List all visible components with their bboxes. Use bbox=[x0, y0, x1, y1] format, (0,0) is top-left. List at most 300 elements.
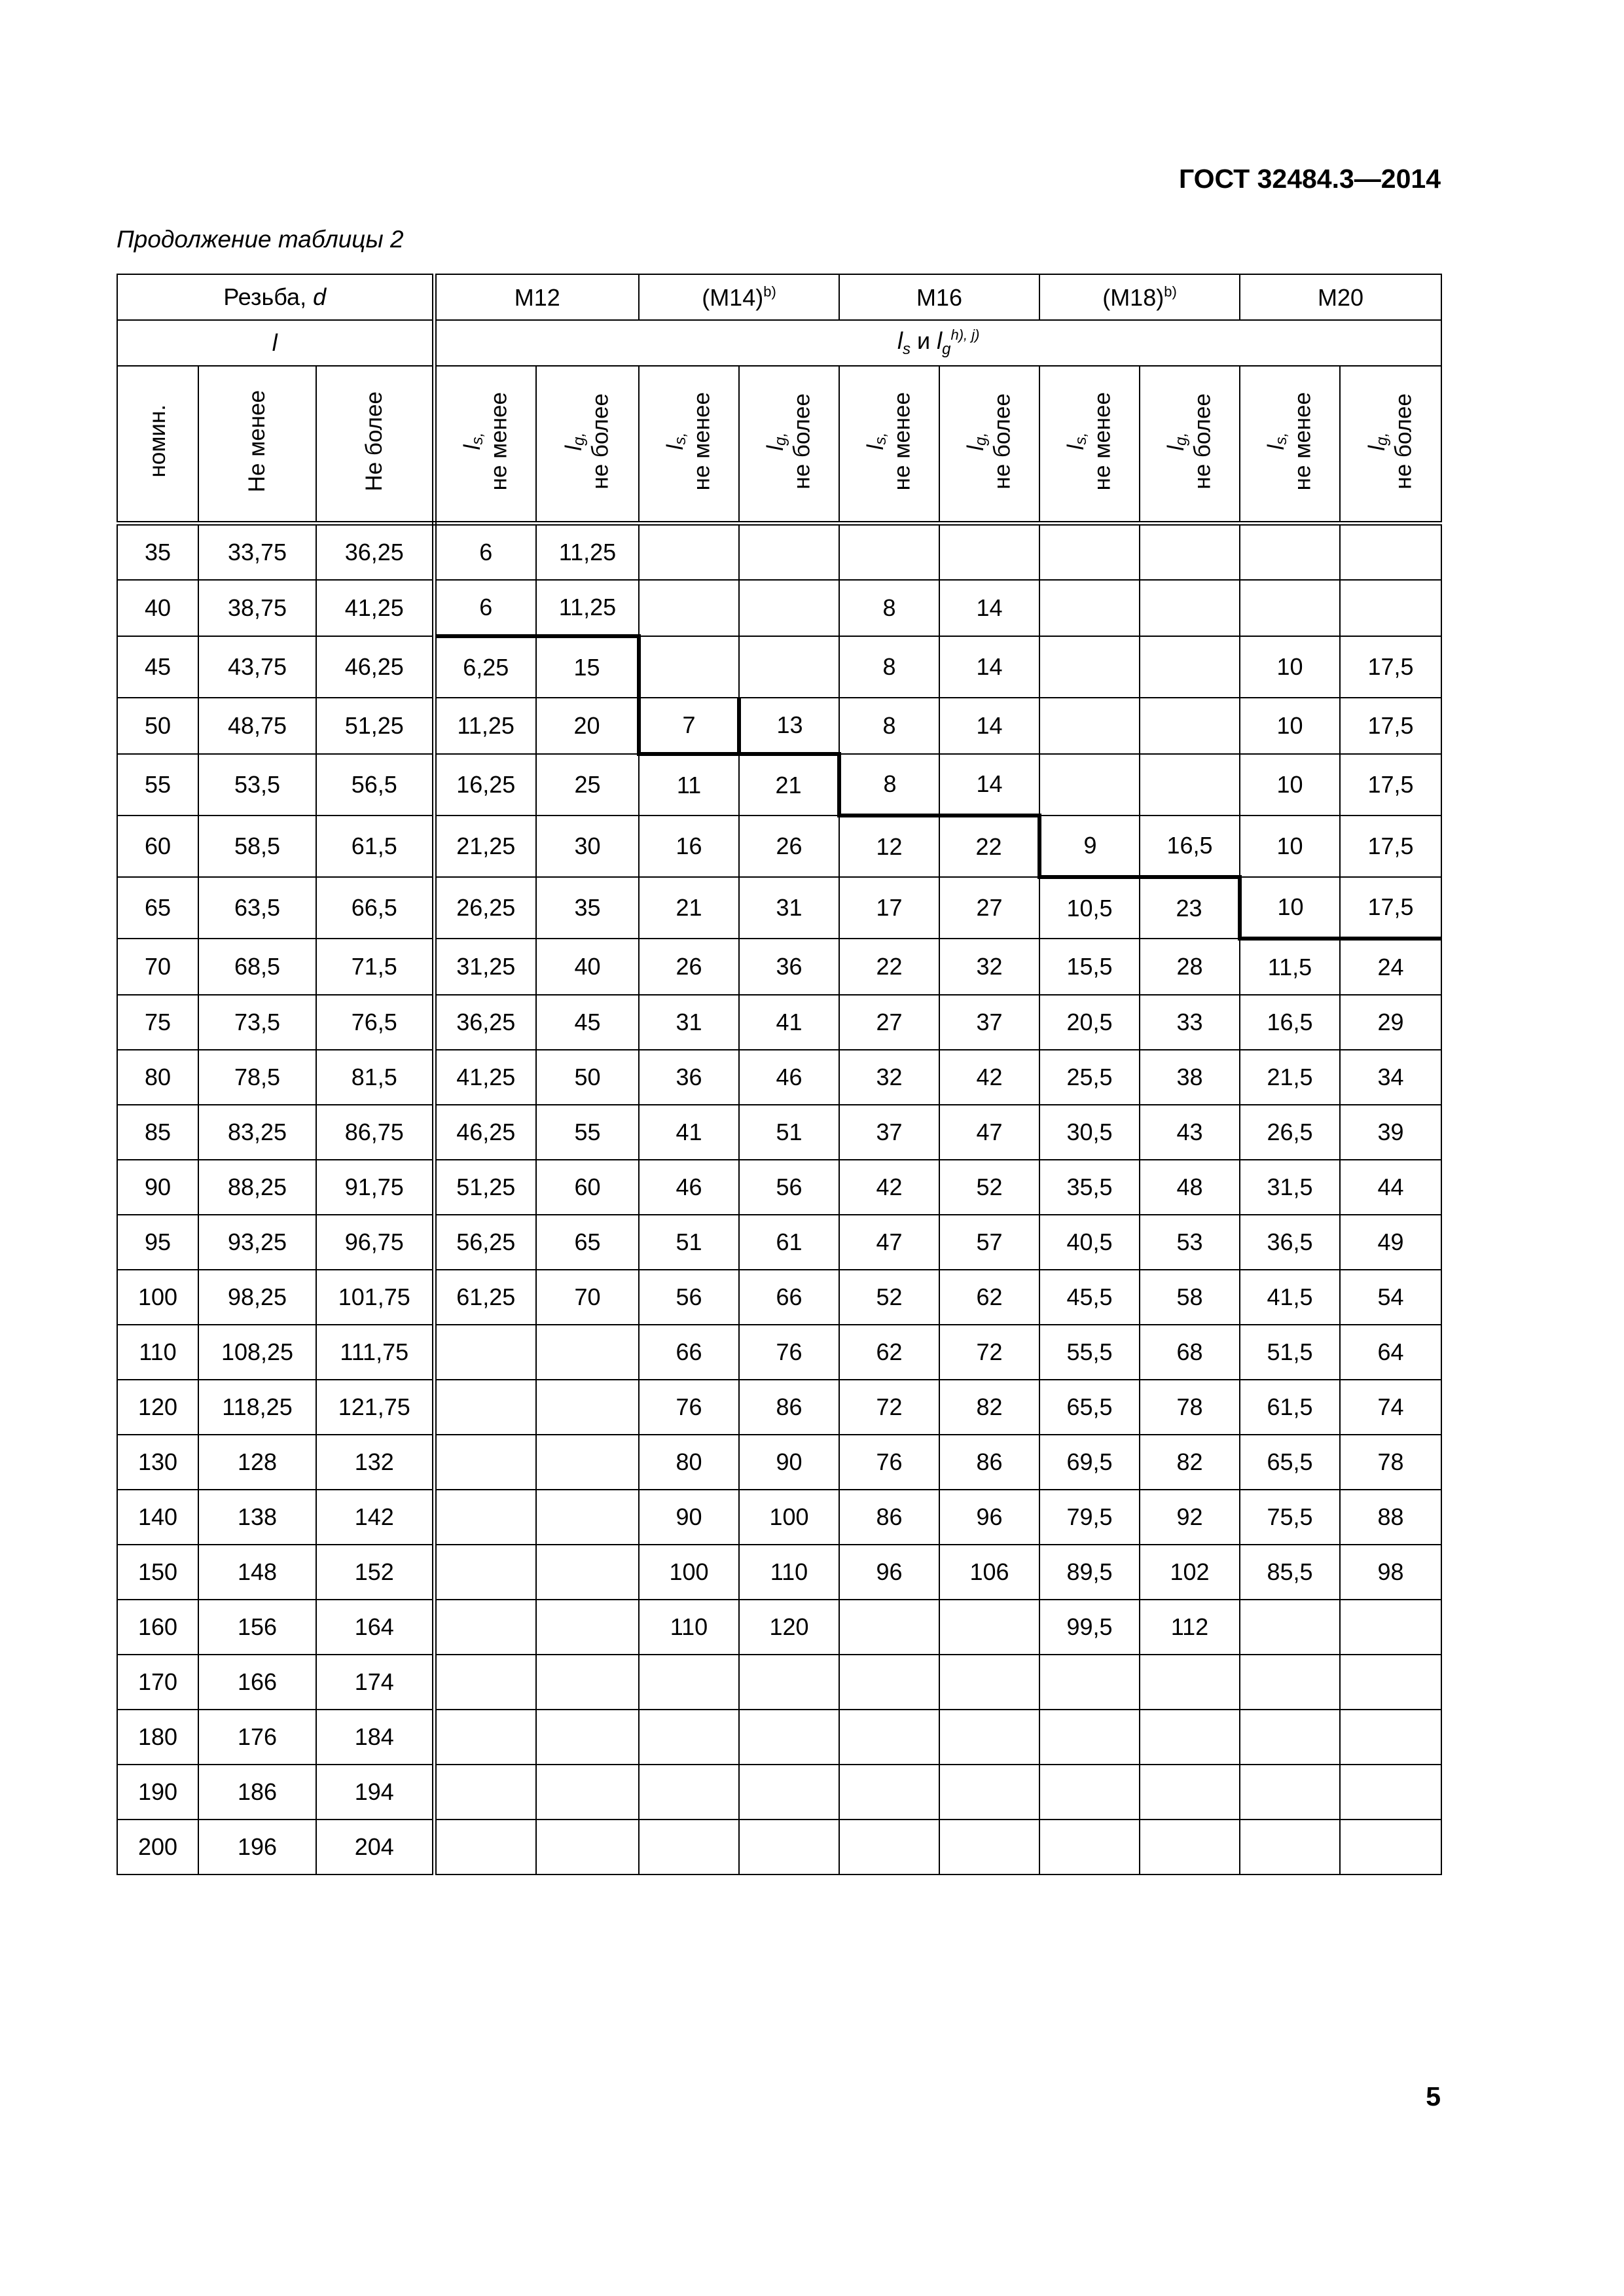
table-cell: 156 bbox=[198, 1600, 316, 1655]
col-header-max: Не более bbox=[316, 366, 434, 524]
table-cell: 79,5 bbox=[1039, 1490, 1140, 1545]
table-row bbox=[117, 995, 1441, 1050]
table-cell: 68 bbox=[1140, 1325, 1240, 1380]
table-cell: 196 bbox=[198, 1820, 316, 1874]
table-row bbox=[117, 1215, 1441, 1270]
table-cell: 152 bbox=[316, 1545, 434, 1600]
table-cell: 6 bbox=[434, 524, 536, 581]
table-cell: 62 bbox=[839, 1325, 939, 1380]
table-cell: 30 bbox=[536, 816, 639, 877]
table-cell: 8 bbox=[839, 698, 939, 754]
table-cell: 51,25 bbox=[316, 698, 434, 754]
table-cell bbox=[536, 1490, 639, 1545]
table-cell: 17,5 bbox=[1340, 816, 1441, 877]
table-cell: 76 bbox=[739, 1325, 839, 1380]
table-cell: 31 bbox=[739, 877, 839, 939]
table-cell: 26 bbox=[639, 939, 739, 995]
table-cell: 90 bbox=[117, 1160, 198, 1215]
table-cell: 100 bbox=[117, 1270, 198, 1325]
table-cell: 11 bbox=[639, 754, 739, 816]
table-cell bbox=[1240, 1655, 1340, 1710]
table-cell bbox=[536, 1325, 639, 1380]
table-cell: 71,5 bbox=[316, 939, 434, 995]
table-cell: 21 bbox=[739, 754, 839, 816]
table-cell: 96 bbox=[939, 1490, 1039, 1545]
table-cell: 7 bbox=[639, 698, 739, 754]
table-cell: 55,5 bbox=[1039, 1325, 1140, 1380]
table-cell: 65 bbox=[536, 1215, 639, 1270]
table-cell: 61 bbox=[739, 1215, 839, 1270]
table-cell bbox=[536, 1545, 639, 1600]
table-cell: 31,25 bbox=[434, 939, 536, 995]
table-cell: 69,5 bbox=[1039, 1435, 1140, 1490]
table-cell: 190 bbox=[117, 1765, 198, 1820]
table-cell: 10 bbox=[1240, 754, 1340, 816]
table-cell bbox=[939, 1655, 1039, 1710]
table-cell: 51,5 bbox=[1240, 1325, 1340, 1380]
table-cell: 75,5 bbox=[1240, 1490, 1340, 1545]
table-cell: 34 bbox=[1340, 1050, 1441, 1105]
table-cell: 41 bbox=[639, 1105, 739, 1160]
table-cell: 160 bbox=[117, 1600, 198, 1655]
table-cell bbox=[639, 524, 739, 581]
table-row bbox=[117, 698, 1441, 754]
table-row bbox=[117, 1270, 1441, 1325]
table-cell bbox=[536, 1600, 639, 1655]
table-cell bbox=[1039, 1765, 1140, 1820]
table-cell: 31 bbox=[639, 995, 739, 1050]
table-cell: 14 bbox=[939, 636, 1039, 698]
table-cell bbox=[1140, 698, 1240, 754]
table-cell: 44 bbox=[1340, 1160, 1441, 1215]
table-cell: 37 bbox=[939, 995, 1039, 1050]
table-cell: 36 bbox=[639, 1050, 739, 1105]
table-cell: 11,25 bbox=[434, 698, 536, 754]
table-cell: 56 bbox=[639, 1270, 739, 1325]
table-cell: 95 bbox=[117, 1215, 198, 1270]
table-cell bbox=[939, 1600, 1039, 1655]
table-cell: 61,25 bbox=[434, 1270, 536, 1325]
table-cell: 99,5 bbox=[1039, 1600, 1140, 1655]
table-cell: 17,5 bbox=[1340, 698, 1441, 754]
table-row bbox=[117, 1435, 1441, 1490]
table-cell: 15,5 bbox=[1039, 939, 1140, 995]
table-cell: 16 bbox=[639, 816, 739, 877]
table-cell: 86 bbox=[939, 1435, 1039, 1490]
document-code: ГОСТ 32484.3—2014 bbox=[1178, 164, 1441, 194]
table-cell: 51 bbox=[639, 1215, 739, 1270]
table-cell: 96,75 bbox=[316, 1215, 434, 1270]
table-cell: 46 bbox=[739, 1050, 839, 1105]
table-cell bbox=[1340, 580, 1441, 636]
table-cell: 92 bbox=[1140, 1490, 1240, 1545]
table-cell: 15 bbox=[536, 636, 639, 698]
table-cell: 33 bbox=[1140, 995, 1240, 1050]
col-header-ls-4: $l_{s,}$ не менее bbox=[1240, 366, 1340, 524]
table-cell: 53,5 bbox=[198, 754, 316, 816]
table-cell: 26,25 bbox=[434, 877, 536, 939]
table-row bbox=[117, 1380, 1441, 1435]
table-cell: 52 bbox=[939, 1160, 1039, 1215]
table-cell: 186 bbox=[198, 1765, 316, 1820]
table-cell: 132 bbox=[316, 1435, 434, 1490]
table-cell: 45 bbox=[117, 636, 198, 698]
table-cell bbox=[1340, 524, 1441, 581]
table-cell: 120 bbox=[117, 1380, 198, 1435]
table-cell: 41,25 bbox=[316, 580, 434, 636]
table-cell: 85,5 bbox=[1240, 1545, 1340, 1600]
table-cell: 73,5 bbox=[198, 995, 316, 1050]
table-cell: 29 bbox=[1340, 995, 1441, 1050]
table-cell: 36,25 bbox=[316, 524, 434, 581]
table-cell: 49 bbox=[1340, 1215, 1441, 1270]
table-cell: 48,75 bbox=[198, 698, 316, 754]
table-cell bbox=[939, 524, 1039, 581]
table-cell: 82 bbox=[939, 1380, 1039, 1435]
table-cell: 180 bbox=[117, 1710, 198, 1765]
table-cell bbox=[1039, 524, 1140, 581]
table-cell: 70 bbox=[117, 939, 198, 995]
length-header-cell: l bbox=[117, 320, 434, 366]
table-cell: 150 bbox=[117, 1545, 198, 1600]
table-cell: 96 bbox=[839, 1545, 939, 1600]
table-cell bbox=[839, 1600, 939, 1655]
table-cell: 48 bbox=[1140, 1160, 1240, 1215]
table-cell: 53 bbox=[1140, 1215, 1240, 1270]
table-cell bbox=[739, 1710, 839, 1765]
size-header-m20: M20 bbox=[1240, 274, 1441, 320]
table-cell: 16,5 bbox=[1140, 816, 1240, 877]
table-cell: 61,5 bbox=[1240, 1380, 1340, 1435]
table-cell: 68,5 bbox=[198, 939, 316, 995]
table-cell: 80 bbox=[639, 1435, 739, 1490]
table-cell: 82 bbox=[1140, 1435, 1240, 1490]
table-cell bbox=[639, 1655, 739, 1710]
col-header-min: Не менее bbox=[198, 366, 316, 524]
size-header-m12: M12 bbox=[434, 274, 639, 320]
table-cell: 50 bbox=[117, 698, 198, 754]
size-header-m14: $(M14)^{b)}$ bbox=[639, 274, 839, 320]
table-cell: 16,5 bbox=[1240, 995, 1340, 1050]
table-cell: 83,25 bbox=[198, 1105, 316, 1160]
table-cell bbox=[739, 1765, 839, 1820]
table-cell: 65 bbox=[117, 877, 198, 939]
table-cell bbox=[1340, 1765, 1441, 1820]
table-cell: 66 bbox=[739, 1270, 839, 1325]
col-header-lg-0: $l_{g,}$ не более bbox=[536, 366, 639, 524]
table-cell: 43 bbox=[1140, 1105, 1240, 1160]
table-cell: 164 bbox=[316, 1600, 434, 1655]
table-cell bbox=[739, 580, 839, 636]
table-cell: 21 bbox=[639, 877, 739, 939]
table-cell bbox=[839, 1820, 939, 1874]
table-cell bbox=[1039, 636, 1140, 698]
thread-header-cell: Резьба, d bbox=[117, 274, 434, 320]
table-cell bbox=[536, 1435, 639, 1490]
table-cell bbox=[434, 1490, 536, 1545]
table-cell: 56,5 bbox=[316, 754, 434, 816]
table-cell: 65,5 bbox=[1240, 1435, 1340, 1490]
col-header-lg-2: $l_{g,}$ не более bbox=[939, 366, 1039, 524]
table-cell bbox=[536, 1765, 639, 1820]
table-cell: 76,5 bbox=[316, 995, 434, 1050]
table-row bbox=[117, 754, 1441, 816]
table-cell: 42 bbox=[939, 1050, 1039, 1105]
page-number: 5 bbox=[1426, 2081, 1441, 2111]
table-cell: 38 bbox=[1140, 1050, 1240, 1105]
table-cell: 98 bbox=[1340, 1545, 1441, 1600]
table-cell bbox=[434, 1710, 536, 1765]
table-cell: 36,5 bbox=[1240, 1215, 1340, 1270]
table-row bbox=[117, 1600, 1441, 1655]
table-cell: 12 bbox=[839, 816, 939, 877]
table-cell: 28 bbox=[1140, 939, 1240, 995]
table-cell: 142 bbox=[316, 1490, 434, 1545]
table-cell bbox=[536, 1820, 639, 1874]
table-row bbox=[117, 1325, 1441, 1380]
table-cell: 78,5 bbox=[198, 1050, 316, 1105]
table-cell: 86 bbox=[839, 1490, 939, 1545]
table-cell: 184 bbox=[316, 1710, 434, 1765]
col-header-lg-1: $l_{g,}$ не более bbox=[739, 366, 839, 524]
table-cell: 51,25 bbox=[434, 1160, 536, 1215]
table-cell: 42 bbox=[839, 1160, 939, 1215]
table-cell: 91,75 bbox=[316, 1160, 434, 1215]
table-cell: 8 bbox=[839, 636, 939, 698]
table-cell: 60 bbox=[117, 816, 198, 877]
table-cell: 41 bbox=[739, 995, 839, 1050]
table-cell bbox=[1140, 1820, 1240, 1874]
col-header-lg-4: $l_{g,}$ не более bbox=[1340, 366, 1441, 524]
table-cell bbox=[1140, 754, 1240, 816]
table-cell: 204 bbox=[316, 1820, 434, 1874]
table-cell bbox=[739, 1655, 839, 1710]
table-cell: 21,25 bbox=[434, 816, 536, 877]
table-cell bbox=[1240, 524, 1340, 581]
table-cell: 102 bbox=[1140, 1545, 1240, 1600]
table-cell: 78 bbox=[1140, 1380, 1240, 1435]
table-row bbox=[117, 1105, 1441, 1160]
table-cell: 55 bbox=[536, 1105, 639, 1160]
table-cell: 40 bbox=[117, 580, 198, 636]
table-cell: 66,5 bbox=[316, 877, 434, 939]
table-cell: 27 bbox=[839, 995, 939, 1050]
table-cell: 11,25 bbox=[536, 580, 639, 636]
table-row bbox=[117, 1655, 1441, 1710]
table-cell: 76 bbox=[639, 1380, 739, 1435]
table-cell: 40,5 bbox=[1039, 1215, 1140, 1270]
table-cell: 85 bbox=[117, 1105, 198, 1160]
table-cell bbox=[1340, 1600, 1441, 1655]
table-cell: 17 bbox=[839, 877, 939, 939]
table-cell bbox=[939, 1765, 1039, 1820]
table-cell: 22 bbox=[839, 939, 939, 995]
table-row bbox=[117, 1050, 1441, 1105]
table-cell: 26 bbox=[739, 816, 839, 877]
header-row-columns bbox=[117, 366, 1441, 524]
table-cell: 140 bbox=[117, 1490, 198, 1545]
table-cell: 14 bbox=[939, 698, 1039, 754]
table-cell: 46,25 bbox=[316, 636, 434, 698]
table-cell: 46 bbox=[639, 1160, 739, 1215]
col-header-ls-3: $l_{s,}$ не менее bbox=[1039, 366, 1140, 524]
header-row-lengths bbox=[117, 320, 1441, 366]
table-cell: 23 bbox=[1140, 877, 1240, 939]
table-cell: 36 bbox=[739, 939, 839, 995]
table-cell bbox=[839, 1710, 939, 1765]
table-cell bbox=[434, 1820, 536, 1874]
table-cell bbox=[536, 1380, 639, 1435]
table-cell: 106 bbox=[939, 1545, 1039, 1600]
table-cell bbox=[1240, 1820, 1340, 1874]
table-cell: 60 bbox=[536, 1160, 639, 1215]
table-cell: 176 bbox=[198, 1710, 316, 1765]
table-cell bbox=[434, 1435, 536, 1490]
table-cell: 80 bbox=[117, 1050, 198, 1105]
table-cell bbox=[839, 524, 939, 581]
table-row bbox=[117, 939, 1441, 995]
table-cell: 57 bbox=[939, 1215, 1039, 1270]
table-cell: 25 bbox=[536, 754, 639, 816]
table-cell: 110 bbox=[639, 1600, 739, 1655]
table-cell bbox=[1039, 754, 1140, 816]
table-cell bbox=[939, 1820, 1039, 1874]
thread-length-table bbox=[117, 274, 1442, 1875]
table-cell: 26,5 bbox=[1240, 1105, 1340, 1160]
table-cell: 22 bbox=[939, 816, 1039, 877]
table-row bbox=[117, 1710, 1441, 1765]
table-cell bbox=[639, 1820, 739, 1874]
table-cell: 46,25 bbox=[434, 1105, 536, 1160]
table-cell: 138 bbox=[198, 1490, 316, 1545]
table-cell bbox=[1039, 698, 1140, 754]
table-cell: 72 bbox=[939, 1325, 1039, 1380]
table-cell: 13 bbox=[739, 698, 839, 754]
table-row bbox=[117, 877, 1441, 939]
table-cell: 25,5 bbox=[1039, 1050, 1140, 1105]
table-cell: 170 bbox=[117, 1655, 198, 1710]
table-cell: 64 bbox=[1340, 1325, 1441, 1380]
table-cell: 37 bbox=[839, 1105, 939, 1160]
table-cell bbox=[1039, 1655, 1140, 1710]
table-cell bbox=[1340, 1655, 1441, 1710]
table-cell bbox=[1240, 1600, 1340, 1655]
table-cell: 21,5 bbox=[1240, 1050, 1340, 1105]
table-cell: 41,5 bbox=[1240, 1270, 1340, 1325]
table-cell: 98,25 bbox=[198, 1270, 316, 1325]
table-cell bbox=[536, 1710, 639, 1765]
table-cell: 50 bbox=[536, 1050, 639, 1105]
table-cell: 121,75 bbox=[316, 1380, 434, 1435]
table-cell: 100 bbox=[739, 1490, 839, 1545]
table-cell: 200 bbox=[117, 1820, 198, 1874]
table-cell: 75 bbox=[117, 995, 198, 1050]
table-cell: 58,5 bbox=[198, 816, 316, 877]
col-header-lg-3: $l_{g,}$ не более bbox=[1140, 366, 1240, 524]
table-cell: 112 bbox=[1140, 1600, 1240, 1655]
table-cell: 30,5 bbox=[1039, 1105, 1140, 1160]
table-cell bbox=[536, 1655, 639, 1710]
table-cell: 194 bbox=[316, 1765, 434, 1820]
table-cell: 45,5 bbox=[1039, 1270, 1140, 1325]
table-cell: 100 bbox=[639, 1545, 739, 1600]
table-caption: Продолжение таблицы 2 bbox=[117, 226, 404, 253]
table-cell: 90 bbox=[639, 1490, 739, 1545]
table-cell: 54 bbox=[1340, 1270, 1441, 1325]
table-cell: 86,75 bbox=[316, 1105, 434, 1160]
table-cell: 66 bbox=[639, 1325, 739, 1380]
table-cell: 10 bbox=[1240, 877, 1340, 939]
col-header-nominal: номин. bbox=[117, 366, 198, 524]
table-cell: 8 bbox=[839, 754, 939, 816]
table-cell bbox=[739, 524, 839, 581]
table-cell: 118,25 bbox=[198, 1380, 316, 1435]
table-cell bbox=[434, 1765, 536, 1820]
table-cell bbox=[839, 1655, 939, 1710]
table-cell bbox=[1140, 1765, 1240, 1820]
table-cell bbox=[1340, 1820, 1441, 1874]
table-cell bbox=[739, 1820, 839, 1874]
table-cell: 55 bbox=[117, 754, 198, 816]
table-cell: 35 bbox=[536, 877, 639, 939]
table-cell: 89,5 bbox=[1039, 1545, 1140, 1600]
table-cell: 14 bbox=[939, 580, 1039, 636]
table-cell: 90 bbox=[739, 1435, 839, 1490]
table-cell bbox=[434, 1325, 536, 1380]
table-cell: 88 bbox=[1340, 1490, 1441, 1545]
table-cell bbox=[434, 1655, 536, 1710]
col-header-ls-2: $l_{s,}$ не менее bbox=[839, 366, 939, 524]
table-cell: 88,25 bbox=[198, 1160, 316, 1215]
table-cell bbox=[1039, 1710, 1140, 1765]
table-cell: 16,25 bbox=[434, 754, 536, 816]
table-cell: 62 bbox=[939, 1270, 1039, 1325]
table-cell bbox=[639, 580, 739, 636]
table-cell: 81,5 bbox=[316, 1050, 434, 1105]
table-cell: 74 bbox=[1340, 1380, 1441, 1435]
table-cell: 58 bbox=[1140, 1270, 1240, 1325]
table-cell: 43,75 bbox=[198, 636, 316, 698]
table-cell: 17,5 bbox=[1340, 636, 1441, 698]
table-cell: 33,75 bbox=[198, 524, 316, 581]
table-cell bbox=[1240, 1765, 1340, 1820]
table-cell: 174 bbox=[316, 1655, 434, 1710]
table-cell: 63,5 bbox=[198, 877, 316, 939]
col-header-ls-0: $l_{s,}$ не менее bbox=[434, 366, 536, 524]
table-row bbox=[117, 1820, 1441, 1874]
table-cell: 20,5 bbox=[1039, 995, 1140, 1050]
table-cell: 27 bbox=[939, 877, 1039, 939]
table-cell: 31,5 bbox=[1240, 1160, 1340, 1215]
table-cell bbox=[839, 1765, 939, 1820]
table-cell: 56,25 bbox=[434, 1215, 536, 1270]
table-cell bbox=[1340, 1710, 1441, 1765]
table-cell: 11,25 bbox=[536, 524, 639, 581]
table-cell: 72 bbox=[839, 1380, 939, 1435]
table-cell bbox=[1240, 580, 1340, 636]
table-cell bbox=[639, 636, 739, 698]
table-cell: 61,5 bbox=[316, 816, 434, 877]
table-cell: 148 bbox=[198, 1545, 316, 1600]
table-cell: 51 bbox=[739, 1105, 839, 1160]
table-cell: 47 bbox=[839, 1215, 939, 1270]
table-cell bbox=[1140, 524, 1240, 581]
size-header-m18: $(M18)^{b)}$ bbox=[1039, 274, 1240, 320]
size-header-m16: M16 bbox=[839, 274, 1039, 320]
table-row bbox=[117, 1545, 1441, 1600]
table-row bbox=[117, 524, 1441, 581]
table-cell bbox=[1140, 1655, 1240, 1710]
